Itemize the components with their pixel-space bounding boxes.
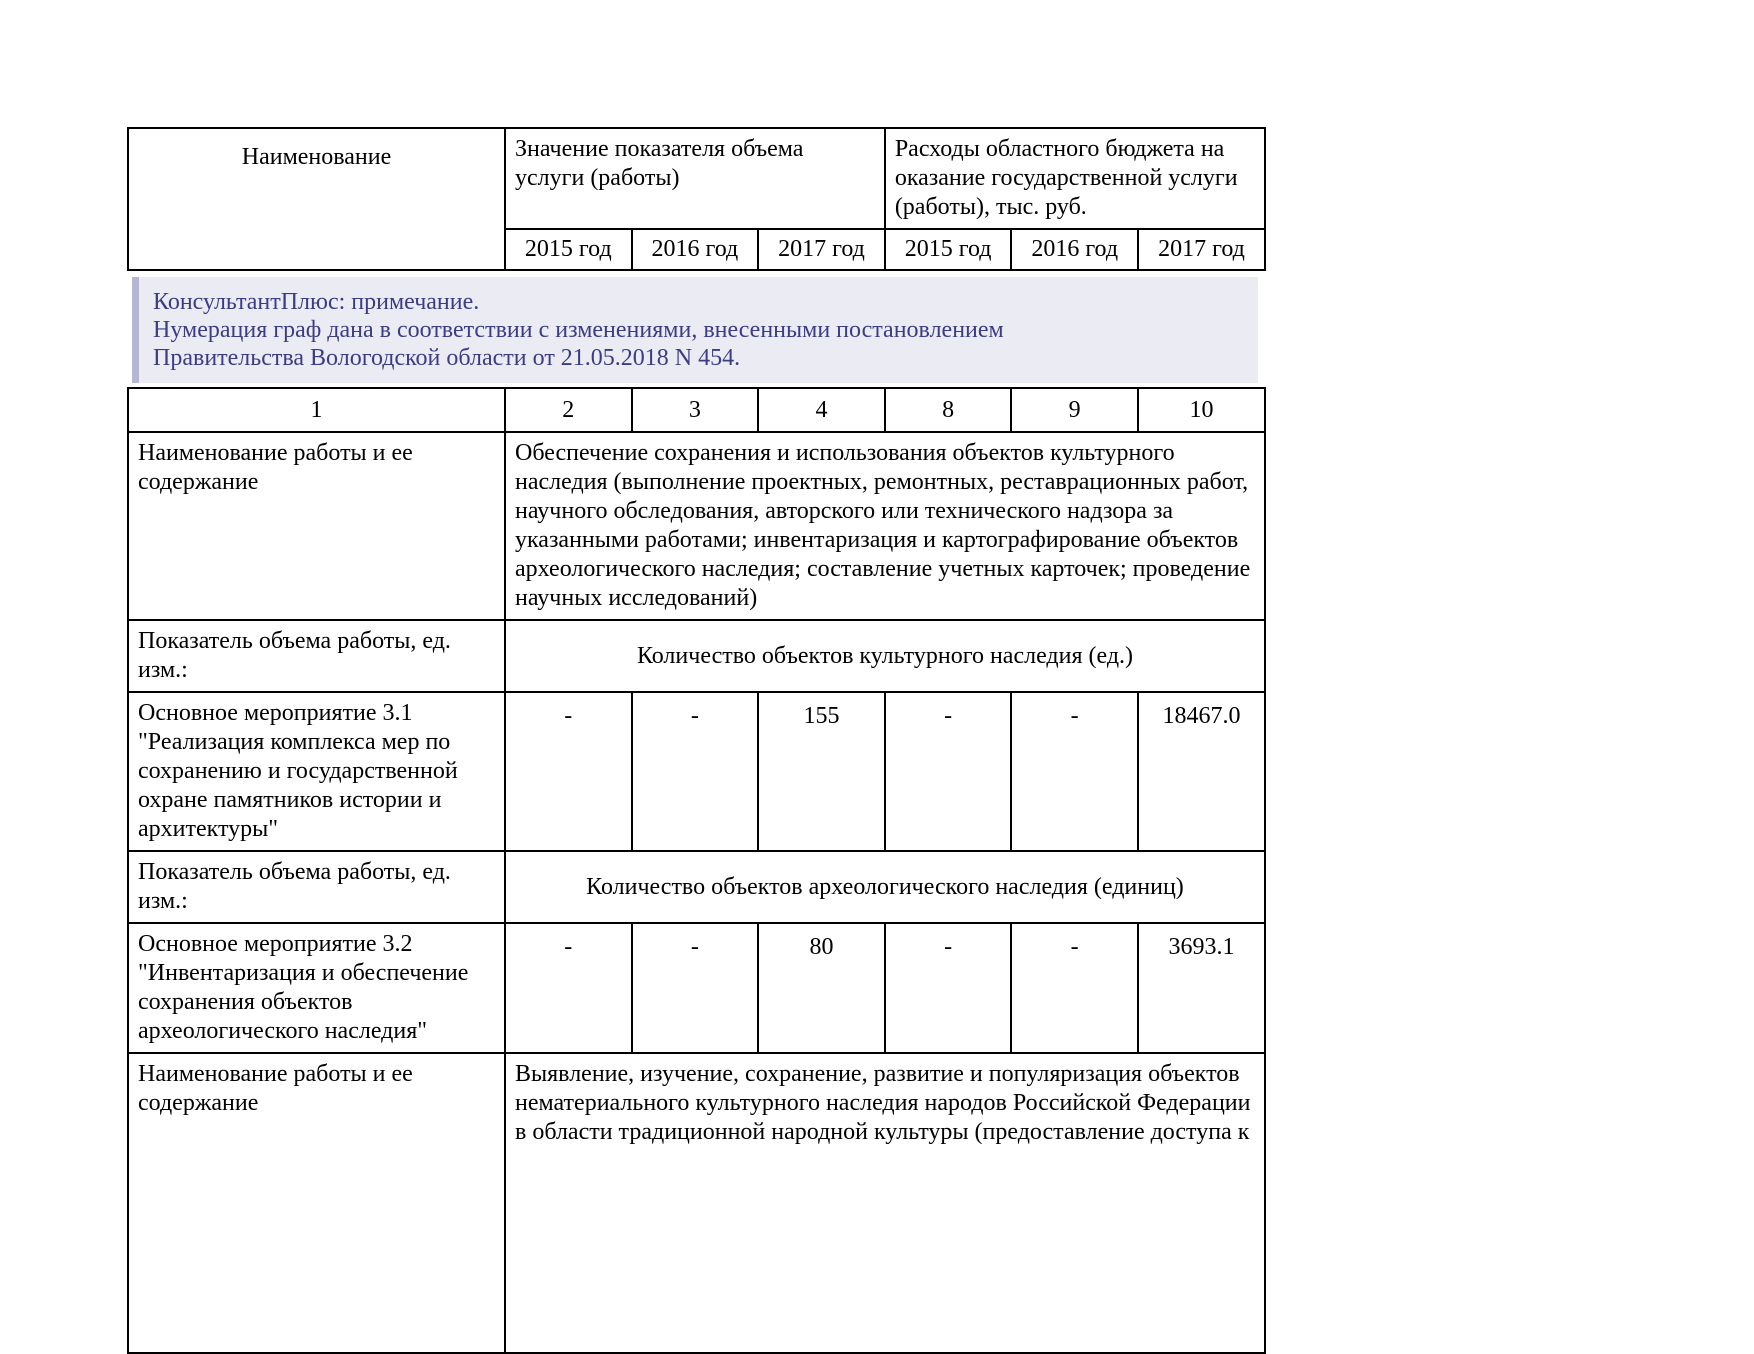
- column-number-cell-3: 3: [632, 388, 759, 432]
- year-cell-volume-2015: 2015 год: [505, 229, 632, 270]
- header-budget-group-cell: Расходы областного бюджета на оказание государственной услуги (работы), тыс. руб.: [885, 128, 1265, 229]
- work-name-row-2: [128, 1053, 1265, 1353]
- measure-3-1-budget-2015-cell: -: [885, 692, 1012, 851]
- year-cell-budget-2016: 2016 год: [1011, 229, 1138, 270]
- measure-3-2-budget-2016-cell: -: [1011, 923, 1138, 1053]
- column-numbers-row: [128, 388, 1265, 432]
- measure-3-1-budget-2017-cell: 18467.0: [1138, 692, 1265, 851]
- table-header-section: [127, 127, 1266, 271]
- indicator-unit-cell-1: Количество объектов культурного наследия (ед.): [505, 620, 1265, 692]
- work-name-row-1: [128, 432, 1265, 620]
- year-cell-volume-2016: 2016 год: [632, 229, 759, 270]
- measure-3-2-volume-2017-cell: 80: [758, 923, 885, 1053]
- year-cell-budget-2017: 2017 год: [1138, 229, 1265, 270]
- work-name-label-cell: Наименование работы и ее содержание: [128, 432, 505, 620]
- column-number-cell-4: 4: [758, 388, 885, 432]
- measure-3-2-volume-2016-cell: -: [632, 923, 759, 1053]
- column-number-cell-10: 10: [1138, 388, 1265, 432]
- document-page: [127, 127, 1264, 1354]
- work-name-label-cell-2: Наименование работы и ее содержание: [128, 1053, 505, 1353]
- measure-3-1-row: [128, 692, 1265, 851]
- indicator-label-cell-1: Показатель объема работы, ед. изм.:: [128, 620, 505, 692]
- measure-3-1-budget-2016-cell: -: [1011, 692, 1138, 851]
- volume-indicator-row-2: [128, 851, 1265, 923]
- measure-3-1-label-cell: Основное мероприятие 3.1 "Реализация комплекса мер по сохранению и государственной охране памятников истории и архитектуры": [128, 692, 505, 851]
- consultantplus-note-block: [132, 277, 1258, 383]
- work-description-cell-2: Выявление, изучение, сохранение, развитие и популяризация объектов нематериального культурного наследия народов Российской Федерации в области традиционной народной культуры (предоставление доступа к: [505, 1053, 1265, 1353]
- column-number-cell-2: 2: [505, 388, 632, 432]
- work-description-cell: Обеспечение сохранения и использования объектов культурного наследия (выполнение проектных, ремонтных, реставрационных работ, научного обследования, авторского или технического надзора за указанными работами; инвентаризация и картографирование объектов археологического наследия; составление учетных карточек; проведение научных исследований): [505, 432, 1265, 620]
- measure-3-2-budget-2017-cell: 3693.1: [1138, 923, 1265, 1053]
- volume-indicator-row-1: [128, 620, 1265, 692]
- measure-3-1-volume-2016-cell: -: [632, 692, 759, 851]
- note-line-3: Правительства Вологодской области от 21.05.2018 N 454.: [153, 345, 741, 371]
- measure-3-2-label-cell: Основное мероприятие 3.2 "Инвентаризация и обеспечение сохранения объектов археологического наследия": [128, 923, 505, 1053]
- column-number-cell-9: 9: [1011, 388, 1138, 432]
- note-line-1: КонсультантПлюс: примечание.: [153, 289, 480, 315]
- column-number-cell-8: 8: [885, 388, 1012, 432]
- indicator-unit-cell-2: Количество объектов археологического наследия (единиц): [505, 851, 1265, 923]
- measure-3-2-budget-2015-cell: -: [885, 923, 1012, 1053]
- measure-3-1-volume-2015-cell: -: [505, 692, 632, 851]
- measure-3-2-row: [128, 923, 1265, 1053]
- note-line-2: Нумерация граф дана в соответствии с изменениями, внесенными постановлением: [153, 317, 1004, 343]
- header-volume-group-cell: Значение показателя объема услуги (работы): [505, 128, 885, 229]
- indicator-label-cell-2: Показатель объема работы, ед. изм.:: [128, 851, 505, 923]
- measure-3-2-volume-2015-cell: -: [505, 923, 632, 1053]
- year-cell-budget-2015: 2015 год: [885, 229, 1012, 270]
- measure-3-1-volume-2017-cell: 155: [758, 692, 885, 851]
- year-cell-volume-2017: 2017 год: [758, 229, 885, 270]
- header-name-cell: Наименование: [128, 128, 505, 270]
- column-number-cell-1: 1: [128, 388, 505, 432]
- table-body-section: [127, 387, 1266, 1354]
